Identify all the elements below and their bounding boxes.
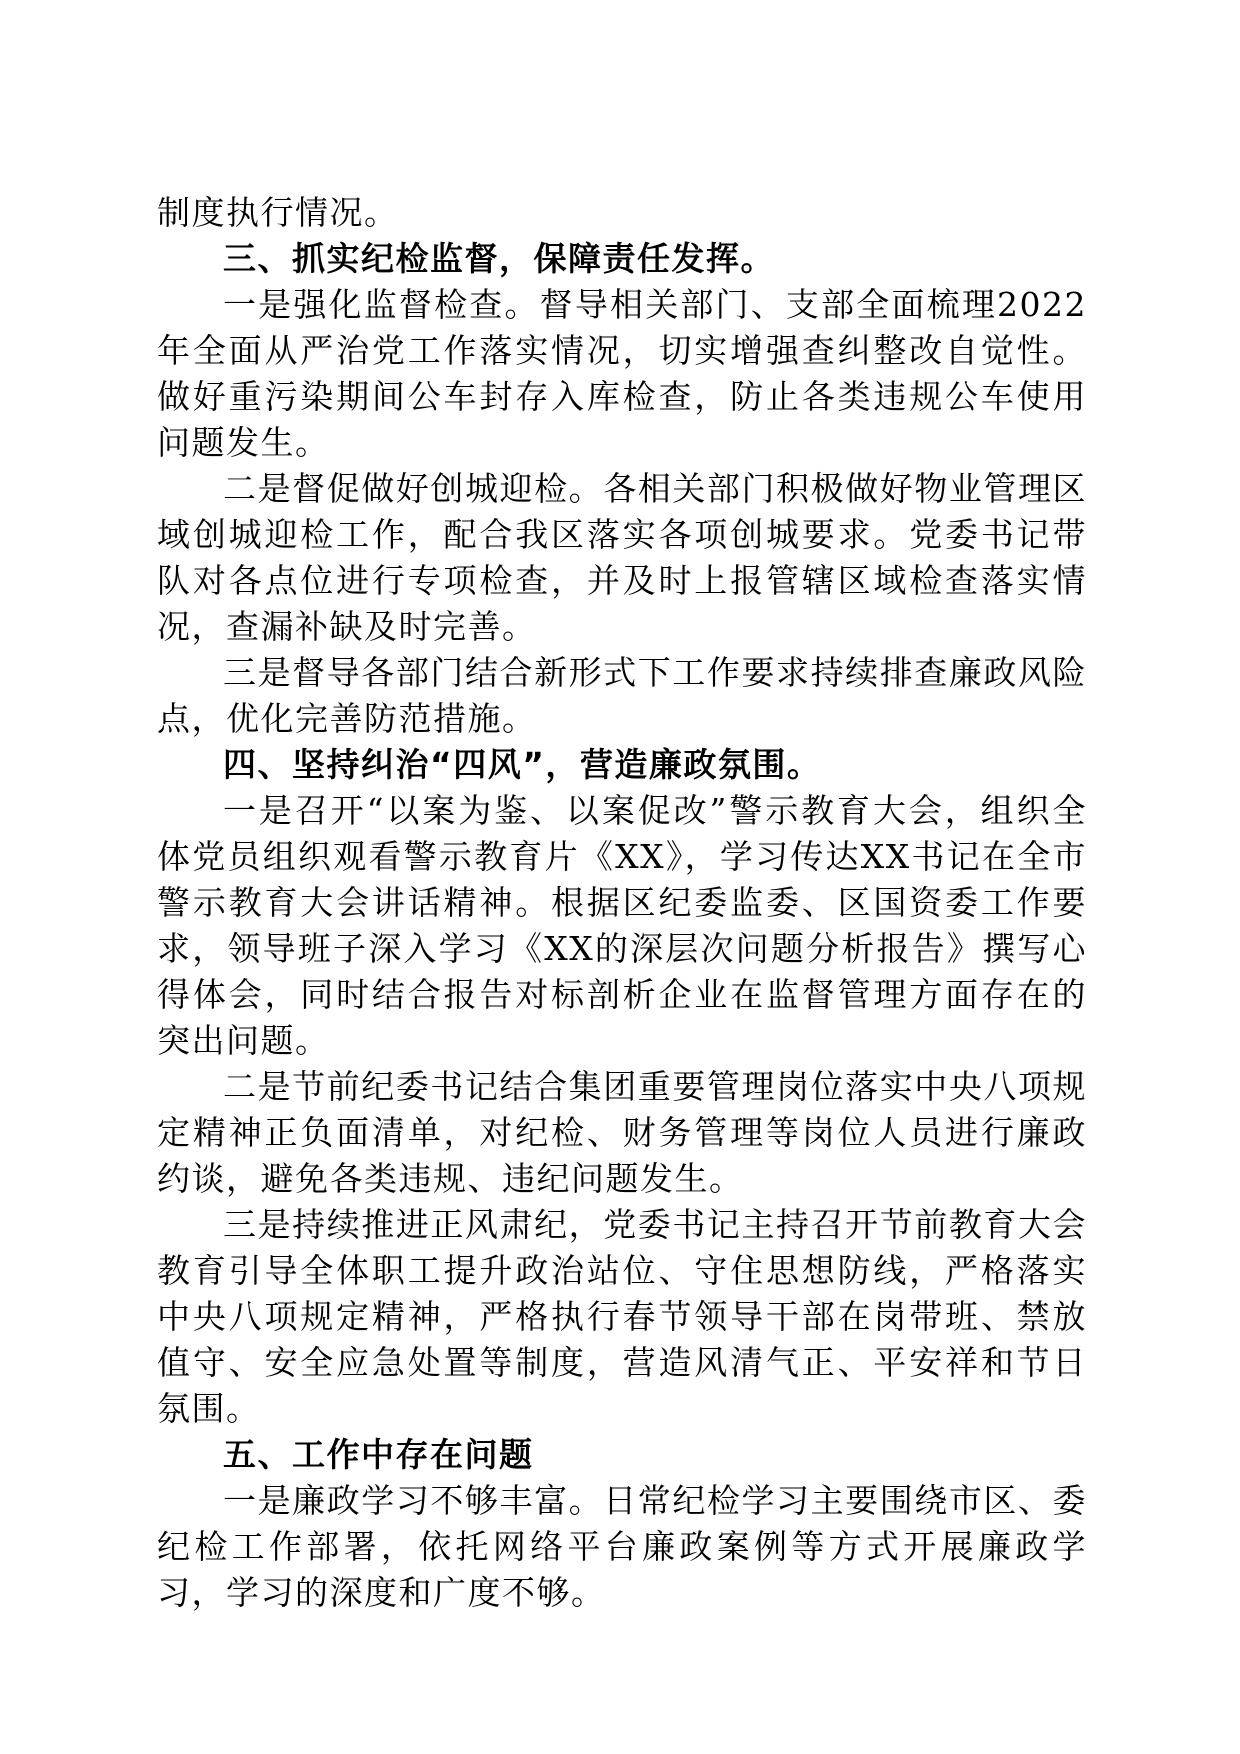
paragraph: 一是廉政学习不够丰富。日常纪检学习主要围绕市区、委纪检工作部署，依托网络平台廉政案例等方式开展廉政学习，学习的深度和广度不够。 bbox=[157, 1481, 1087, 1612]
paragraph: 三是督导各部门结合新形式下工作要求持续排查廉政风险点，优化完善防范措施。 bbox=[157, 653, 1087, 738]
paragraph: 二是节前纪委书记结合集团重要管理岗位落实中央八项规定精神正负面清单，对纪检、财务管理等岗位人员进行廉政约谈，避免各类违规、违纪问题发生。 bbox=[157, 1067, 1087, 1198]
paragraph: 二是督促做好创城迎检。各相关部门积极做好物业管理区域创城迎检工作，配合我区落实各项创城要求。党委书记带队对各点位进行专项检查，并及时上报管辖区域检查落实情况，查漏补缺及时完善。 bbox=[157, 469, 1087, 646]
section-heading-3: 三、抓实纪检监督，保障责任发挥。 bbox=[223, 239, 775, 278]
document-body bbox=[157, 190, 1087, 1616]
paragraph: 一是召开“以案为鉴、以案促改”警示教育大会，组织全体党员组织观看警示教育片《XX》，学习传达XX书记在全市警示教育大会讲话精神。根据区纪委监委、区国资委工作要求，领导班子深入学习《XX的深层次问题分析报告》撰写心得体会，同时结合报告对标剖析企业在监督管理方面存在的突出问题。 bbox=[157, 791, 1087, 1060]
section-heading-4: 四、坚持纠治“四风”，营造廉政氛围。 bbox=[223, 745, 822, 784]
section-heading-5: 五、工作中存在问题 bbox=[223, 1435, 534, 1474]
paragraph: 三是持续推进正风肃纪，党委书记主持召开节前教育大会教育引导全体职工提升政治站位、守住思想防线，严格落实中央八项规定精神，严格执行春节领导干部在岗带班、禁放值守、安全应急处置等制度，营造风清气正、平安祥和节日氛围。 bbox=[157, 1205, 1087, 1428]
paragraph: 一是强化监督检查。督导相关部门、支部全面梳理2022年全面从严治党工作落实情况，切实增强查纠整改自觉性。做好重污染期间公车封存入库检查，防止各类违规公车使用问题发生。 bbox=[157, 285, 1087, 462]
paragraph-continuation: 制度执行情况。 bbox=[157, 193, 399, 232]
